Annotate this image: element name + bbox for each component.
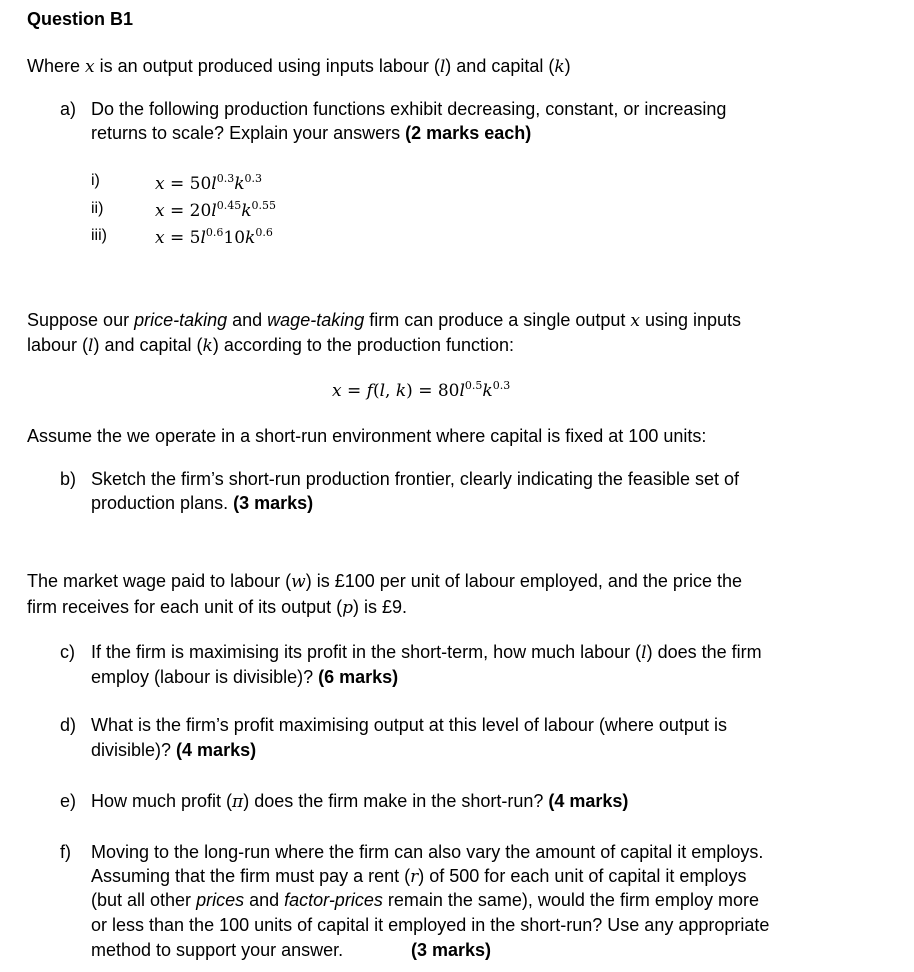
part-c-label: c) — [60, 642, 75, 662]
intro-line — [27, 56, 571, 77]
eq-lhs: x — [155, 228, 165, 248]
part-f-line2 — [91, 866, 746, 887]
var-l: l — [88, 336, 94, 356]
part-f-marks: (3 marks) — [411, 940, 492, 960]
eq-k: k — [241, 201, 252, 221]
market-line2 — [27, 597, 407, 618]
eq-equals: = — [341, 381, 367, 401]
setup-text: ) and capital ( — [93, 335, 203, 355]
part-d-text: divisible)? — [91, 740, 177, 760]
part-e-text: How much profit ( — [91, 791, 233, 811]
setup-text: Suppose our — [27, 310, 135, 330]
market-line1 — [27, 571, 742, 592]
part-e-marks: (4 marks) — [548, 791, 629, 811]
setup-text: firm can produce a single output — [364, 310, 631, 330]
eq-lhs: x — [332, 381, 342, 401]
part-b-line2 — [91, 493, 313, 514]
intro-text: Where — [27, 56, 86, 76]
part-f-text: and — [244, 890, 285, 910]
part-c-text: employ (labour is divisible)? — [91, 667, 319, 687]
part-b-marks: (3 marks) — [233, 493, 314, 513]
var-k: k — [554, 57, 565, 77]
eq-k-exp: 0.3 — [492, 379, 511, 392]
eq-l-exp: 0.45 — [216, 199, 242, 212]
eq-comma: , — [385, 381, 396, 401]
part-d-label: d) — [60, 715, 77, 735]
eq-k-exp: 0.55 — [251, 199, 277, 212]
var-w: w — [291, 572, 306, 592]
market-text: The market wage paid to labour ( — [27, 571, 292, 591]
eq-f: f — [366, 381, 373, 401]
eq-l-exp: 0.3 — [216, 172, 235, 185]
market-text: ) is £9. — [353, 597, 408, 617]
setup-line1 — [27, 310, 741, 331]
production-function — [332, 379, 510, 401]
intro-text: ) — [564, 56, 571, 76]
eq-l-exp: 0.5 — [464, 379, 483, 392]
part-f-italic: factor-prices — [284, 890, 383, 910]
var-p: p — [342, 598, 354, 618]
part-c-marks: (6 marks) — [318, 667, 399, 687]
part-d-marks: (4 marks) — [176, 740, 257, 760]
part-f-text: (but all other — [91, 890, 197, 910]
equation-i — [155, 172, 262, 194]
var-l: l — [641, 643, 647, 663]
item-label: ii) — [91, 200, 104, 217]
var-pi: π — [232, 792, 244, 812]
eq-coef: = 50 — [164, 174, 212, 194]
part-c-line2 — [91, 667, 398, 688]
equation-iii — [155, 226, 273, 248]
part-f-italic: prices — [196, 890, 245, 910]
market-text: firm receives for each unit of its output ( — [27, 597, 343, 617]
eq-lhs: x — [155, 174, 165, 194]
part-f-line5-text: method to support your answer. — [91, 940, 344, 960]
part-f-line1: Moving to the long-run where the firm can also vary the amount of capital it employs. — [91, 842, 764, 862]
setup-line2 — [27, 335, 514, 356]
eq-l: l — [459, 381, 465, 401]
eq-k: k — [234, 174, 245, 194]
setup-text: using inputs — [639, 310, 742, 330]
setup-text: ) according to the production function: — [212, 335, 515, 355]
eq-k: k — [245, 228, 256, 248]
part-c-text: If the firm is maximising its profit in the short-term, how much labour ( — [91, 642, 642, 662]
part-f-label: f) — [60, 842, 71, 862]
eq-lhs: x — [155, 201, 165, 221]
eq-l: l — [211, 201, 217, 221]
part-d-line2 — [91, 740, 256, 761]
eq-coef: ) = 80 — [406, 381, 460, 401]
part-b-line1: Sketch the firm’s short-run production frontier, clearly indicating the feasible set of — [91, 469, 739, 489]
eq-k-exp: 0.6 — [255, 226, 273, 239]
setup-text: labour ( — [27, 335, 89, 355]
part-a-line2 — [91, 123, 531, 144]
var-k: k — [202, 336, 213, 356]
eq-l-exp: 0.6 — [205, 226, 224, 239]
intro-text: ) and capital ( — [445, 56, 555, 76]
eq-k-exp: 0.3 — [244, 172, 263, 185]
eq-l: l — [211, 174, 217, 194]
assumption-text: Assume the we operate in a short-run environment where capital is fixed at 100 units: — [27, 426, 707, 446]
part-a-text: returns to scale? Explain your answers — [91, 123, 406, 143]
part-f-text: remain the same), would the firm employ more — [382, 890, 759, 910]
part-b-label: b) — [60, 469, 77, 489]
intro-text: is an output produced using inputs labour ( — [94, 56, 440, 76]
item-label: i) — [91, 172, 100, 189]
equation-ii — [155, 199, 276, 221]
eq-l: l — [379, 381, 386, 401]
part-f-text: ) of 500 for each unit of capital it employs — [418, 866, 747, 886]
part-c-text: ) does the firm — [646, 642, 762, 662]
part-e-text: ) does the firm make in the short-run? — [243, 791, 549, 811]
eq-mid-coef: 10 — [223, 228, 246, 248]
eq-k: k — [482, 381, 493, 401]
eq-coef: = 20 — [164, 201, 212, 221]
part-f-text: Assuming that the firm must pay a rent ( — [91, 866, 411, 886]
part-e-line — [91, 791, 628, 812]
var-x: x — [630, 311, 640, 331]
var-l: l — [439, 57, 446, 77]
question-title: Question B1 — [27, 9, 134, 29]
item-label: iii) — [91, 227, 107, 244]
eq-paren: ( — [372, 381, 380, 401]
setup-italic: price-taking — [134, 310, 228, 330]
eq-coef: = 5 — [164, 228, 201, 248]
part-a-marks: (2 marks each) — [405, 123, 532, 143]
var-r: r — [410, 867, 419, 887]
market-text: ) is £100 per unit of labour employed, and the price the — [305, 571, 742, 591]
part-b-text: production plans. — [91, 493, 234, 513]
part-f-line4: or less than the 100 units of capital it employed in the short-run? Use any appropriate — [91, 915, 770, 935]
part-a-label: a) — [60, 99, 77, 119]
part-a-line1: Do the following production functions exhibit decreasing, constant, or increasing — [91, 99, 727, 119]
eq-k: k — [395, 381, 407, 401]
part-e-label: e) — [60, 791, 77, 811]
part-d-line1: What is the firm’s profit maximising output at this level of labour (where output is — [91, 715, 727, 735]
eq-l: l — [200, 228, 206, 248]
setup-italic: wage-taking — [267, 310, 365, 330]
var-x: x — [85, 57, 95, 77]
part-f-line3 — [91, 890, 759, 911]
part-c-line1 — [91, 642, 762, 663]
setup-text: and — [227, 310, 268, 330]
